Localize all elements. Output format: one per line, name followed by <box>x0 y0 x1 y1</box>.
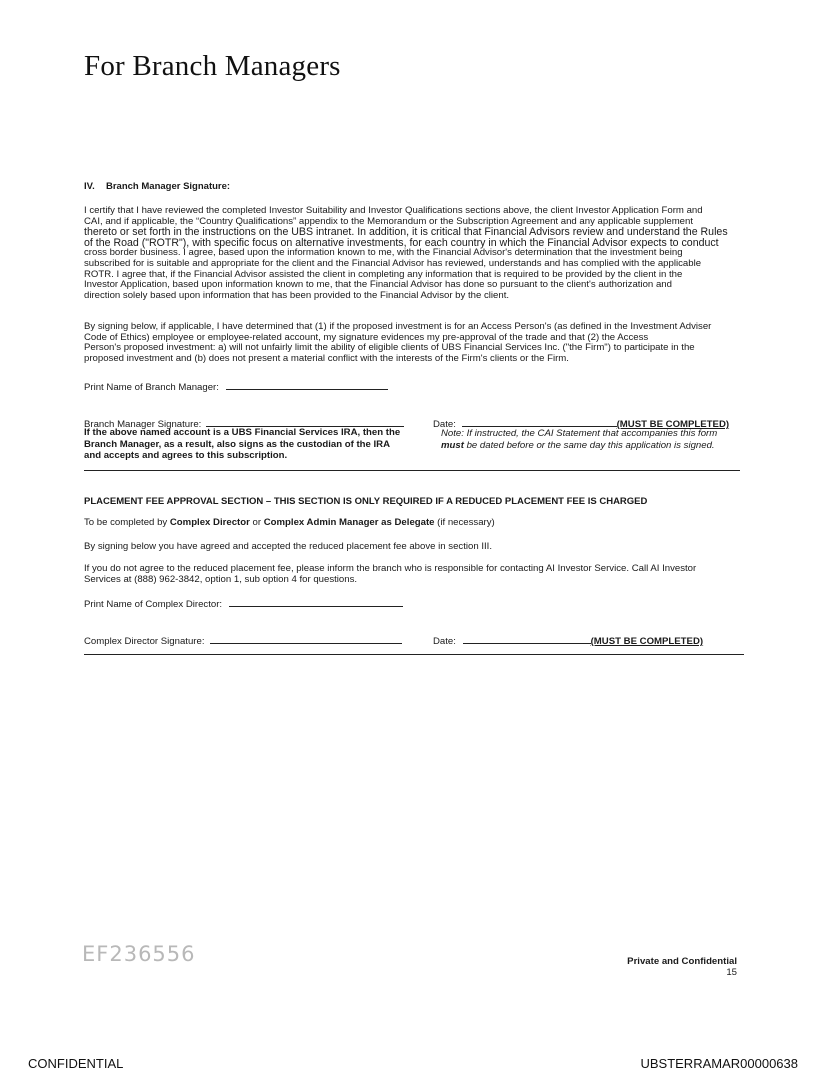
cai-note-line-2 <box>441 440 741 452</box>
section-number: IV. <box>84 181 95 192</box>
signature-line[interactable] <box>206 417 404 427</box>
complex-director-text: Complex Director <box>169 517 250 528</box>
date-line[interactable] <box>463 634 591 644</box>
cai-note-line: Note: If instructed, the CAI Statement that accompanies this form <box>441 428 718 439</box>
date-label: Date: <box>433 419 456 430</box>
page-number: 15 <box>726 967 737 978</box>
para-line: Code of Ethics) employee or employee-related account, my signature evidences my pre-approval of the trade and that (2) the Access <box>84 331 649 343</box>
para-line: cross border business. I agree, based upon the information known to me, with the Financial Advisor's determination that the investment being <box>84 247 683 259</box>
para-line: Services at (888) 962-3842, option 1, sub option 4 for questions. <box>84 573 358 585</box>
ira-note-line: If the above named account is a UBS Financial Services IRA, then the <box>84 427 401 438</box>
placement-fee-heading: PLACEMENT FEE APPROVAL SECTION – THIS SECTION IS ONLY REQUIRED IF A REDUCED PLACEMENT FEE IS CHARGED <box>84 496 648 507</box>
signature-line[interactable] <box>210 634 402 644</box>
section-divider <box>84 470 740 471</box>
print-name-line[interactable] <box>226 380 388 390</box>
signature-label: Complex Director Signature: <box>84 636 205 647</box>
private-confidential-block <box>627 956 737 978</box>
para-line: Person's proposed investment: a) will not unfairly limit the ability of eligible clients of UBS Financial Services Inc. ("the Firm") to participate in the <box>84 342 695 354</box>
para-line: subscribed for is suitable and appropriate for the client and the Financial Advisor has reviewed, understands and has complied with the applicable <box>84 257 702 269</box>
date-label: Date: <box>433 636 456 647</box>
signature-label: Branch Manager Signature: <box>84 419 202 430</box>
ira-custodian-note <box>84 427 424 462</box>
print-name-complex-director-field <box>84 597 403 610</box>
para-line: Investor Application, based upon information known to me, that the Financial Advisor has done so pursuant to the client's authorization and <box>84 279 672 291</box>
para-line: direction solely based upon information that has been provided to the Financial Advisor by the client. <box>84 289 510 301</box>
para-line: of the Road ("ROTR"), with specific focus on alternative investments, for each country in which the Financial Advisor expects to conduct <box>84 236 719 249</box>
para-line: thereto or set forth in the instructions on the UBS intranet. In addition, it is critical that Financial Advisors review and understand the Rules <box>84 226 728 239</box>
date-line[interactable] <box>462 417 617 427</box>
para-line: ROTR. I agree that, if the Financial Advisor assisted the client in completing any information that is required to be provided by the client in the <box>84 268 683 280</box>
cai-statement-note <box>441 428 741 451</box>
cai-note-must: must <box>441 439 464 451</box>
para-line: I certify that I have reviewed the completed Investor Suitability and Investor Qualifications sections above, the client Investor Application Form and <box>84 205 703 216</box>
ira-note-line: and accepts and agrees to this subscription. <box>84 450 288 461</box>
completed-by-line <box>84 518 495 529</box>
footer-bates-number: UBSTERRAMAR00000638 <box>640 1056 798 1071</box>
private-confidential-label: Private and Confidential <box>627 956 737 967</box>
para-line: proposed investment and (b) does not present a material conflict with the interests of the Firm's clients or the Firm. <box>84 352 569 364</box>
complex-director-signature-field <box>84 634 402 647</box>
para-line: By signing below, if applicable, I have determined that (1) if the proposed investment is for an Access Person's (as defined in the Investment Adviser <box>84 321 712 332</box>
complex-admin-text: Complex Admin Manager as Delegate <box>263 517 435 528</box>
completed-by-prefix: To be completed by <box>84 517 170 528</box>
complex-director-date-field <box>433 634 703 647</box>
if-necessary-text: (if necessary) <box>434 517 495 528</box>
section-title: Branch Manager Signature: <box>106 181 231 192</box>
para-line: If you do not agree to the reduced placement fee, please inform the branch who is responsible for contacting AI Investor Service. Call AI Investor <box>84 563 697 574</box>
page-title: For Branch Managers <box>84 50 341 82</box>
or-text: or <box>249 517 264 528</box>
ira-note-line: Branch Manager, as a result, also signs as the custodian of the IRA <box>84 438 391 450</box>
print-name-label: Print Name of Branch Manager: <box>84 382 219 393</box>
must-complete-label: (MUST BE COMPLETED) <box>590 636 704 647</box>
section-iv-heading <box>84 181 230 192</box>
must-complete-label: (MUST BE COMPLETED) <box>616 419 730 430</box>
section-divider <box>84 654 744 655</box>
cai-note-rest: be dated before or the same day this application is signed. <box>463 439 715 451</box>
print-name-label: Print Name of Complex Director: <box>84 599 223 610</box>
document-id-stamp: EF236556 <box>82 942 196 966</box>
para-line: CAI, and if applicable, the “Country Qualifications” appendix to the Memorandum or the Subscription Agreement and any applicable supplement <box>84 215 694 227</box>
footer-confidential: CONFIDENTIAL <box>28 1056 124 1071</box>
access-person-paragraph <box>84 322 744 364</box>
print-name-line[interactable] <box>229 597 403 607</box>
agree-line: By signing below you have agreed and accepted the reduced placement fee above in section III. <box>84 541 493 552</box>
print-name-branch-manager-field <box>84 380 388 393</box>
certification-paragraph <box>84 206 744 301</box>
disagree-paragraph <box>84 564 744 585</box>
